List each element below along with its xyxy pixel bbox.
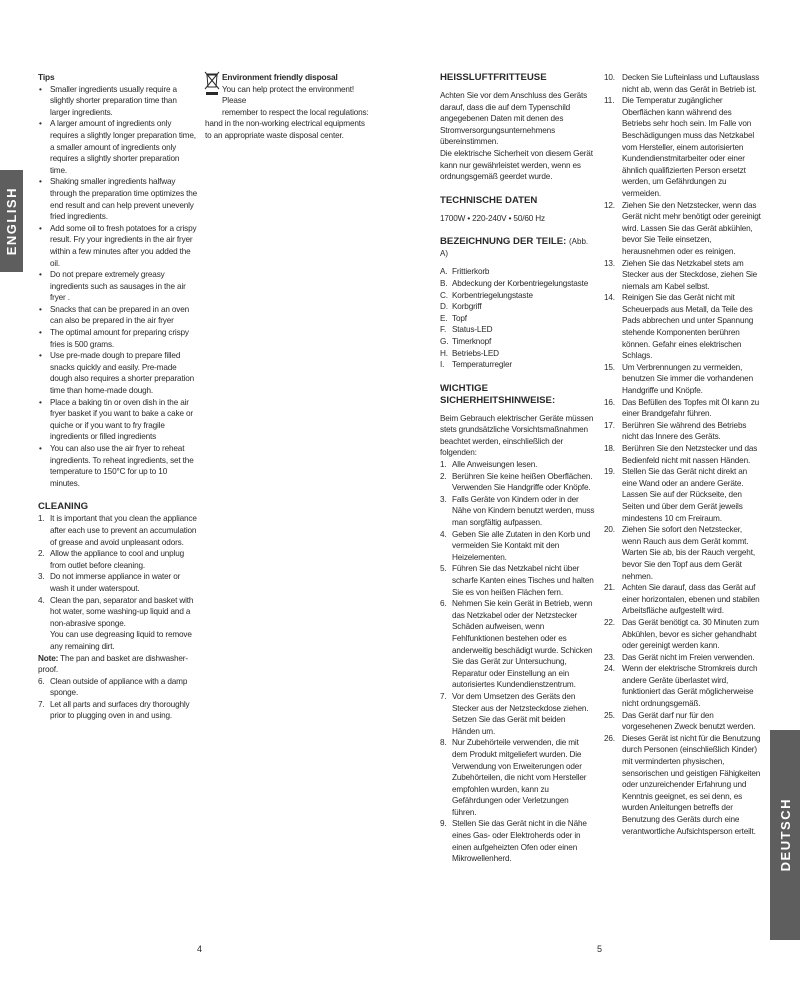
list-item: • Snacks that can be prepared in an oven can also be prepared in the air fryer — [38, 304, 198, 327]
cleaning-heading: CLEANING — [38, 501, 89, 513]
sicherheit-list-continued — [604, 72, 762, 837]
list-item: 4. Clean the pan, separator and basket with hot water, some washing-up liquid and a non-abrasive sponge. — [38, 595, 194, 628]
list-item: 24. Wenn der elektrische Stromkreis durch andere Geräte überlastet wird, funktioniert das Gerät möglicherweise nicht ordnungsgemäß. — [604, 664, 758, 709]
list-item: • Shaking smaller ingredients halfway through the preparation time optimizes the end result and can help prevent unevenly fried ingredients. — [38, 176, 198, 222]
list-item: 2. Berühren Sie keine heißen Oberflächen. Verwenden Sie Handgriffe oder Knöpfe. — [440, 471, 593, 493]
list-item: E. Topf — [440, 313, 467, 323]
heissluft-paragraph-1: Achten Sie vor dem Anschluss des Geräts darauf, dass die auf dem Typenschild angegebenen Daten mit denen des Stromversorgungsunternehmens übereinstimmen. — [440, 91, 588, 147]
cleaning-list-continued — [38, 676, 198, 722]
list-item: 6. Nehmen Sie kein Gerät in Betrieb, wenn das Netzkabel oder der Netzstecker Schäden aufweisen, wenn Fehlfunktionen bestehen oder es anderweitig beschädigt wurde. Schicken Sie das Gerät zur Untersuchung, Reparatur oder Einstellung an ein autorisiertes Kundendienstzentrum. — [440, 599, 593, 690]
teile-heading: BEZEICHNUNG DER TEILE: (Abb. A) — [440, 236, 589, 259]
list-item: • A larger amount of ingredients only requires a slightly longer preparation time, a smaller amount of ingredients only requires a slightly shorter preparation time. — [38, 118, 198, 176]
heissluft-paragraph-2: Die elektrische Sicherheit von diesem Gerät kann nur gewährleistet werden, wenn es ordnungsgemäß geerdet wurde. — [440, 148, 593, 182]
list-item: 22. Das Gerät benötigt ca. 30 Minuten zum Abkühlen, bevor es sicher gehandhabt oder gereinigt werden kann. — [604, 617, 759, 651]
list-item: • Smaller ingredients usually require a slightly shorter preparation time than larger ingredients. — [38, 84, 198, 119]
list-item: 2. Allow the appliance to cool and unplug from outlet before cleaning. — [38, 549, 185, 570]
list-item: • Do not prepare extremely greasy ingredients such as sausages in the air fryer . — [38, 269, 198, 304]
environment-line-2: remember to respect the local regulations: — [222, 107, 369, 117]
list-item: 9. Stellen Sie das Gerät nicht in die Nähe eines Gas- oder Elektroherds oder in einen aufgeheizten Ofen oder einen Mikrowellenherd. — [440, 819, 587, 864]
list-item: 25. Das Gerät darf nur für den vorgesehenen Zweck benutzt werden. — [604, 710, 756, 732]
list-item: 3. Do not immerse appliance in water or wash it under waterspout. — [38, 572, 181, 593]
technische-value: 1700W • 220-240V • 50/60 Hz — [440, 213, 546, 223]
list-item: 5. Führen Sie das Netzkabel nicht über scharfe Kanten eines Tisches und halten Sie es von heißen Flächen fern. — [440, 564, 594, 597]
list-item: 1. It is important that you clean the appliance after each use to prevent an accumulation of grease and avoid unpleasant odors. — [38, 514, 197, 547]
cleaning-note: Note: The pan and basket are dishwasher-proof. — [38, 653, 188, 675]
page-number-right: 5 — [597, 944, 603, 954]
list-item: 21. Achten Sie darauf, dass das Gerät auf einer horizontalen, ebenen und stabilen Arbeitsfläche aufgestellt wird. — [604, 583, 760, 616]
list-item: 15. Um Verbrennungen zu vermeiden, benutzen Sie immer die vorhandenen Handgriffe und Knöpfe. — [604, 362, 753, 396]
column-german-2 — [604, 72, 762, 837]
list-item: 19. Stellen Sie das Gerät nicht direkt an eine Wand oder an andere Geräte. Lassen Sie auf der Rückseite, den Seiten und über dem Gerät jeweils mindestens 10 cm Freiraum. — [604, 467, 748, 523]
list-item: 26. Dieses Gerät ist nicht für die Benutzung durch Personen (einschließlich Kinder) mit verminderten physischen, sensorischen und geistigen Fähigkeiten oder unzureichender Erfahrung und Kenntnis geeignet, es sei denn, es wurden Anleitungen betreffs der Benutzung des Geräts durch eine verantwortliche Aufsichtsperson erteilt. — [604, 733, 761, 836]
list-item: H. Betriebs-LED — [440, 348, 499, 358]
environment-line-1: You can help protect the environment! Please — [222, 84, 355, 106]
list-item: • Place a baking tin or oven dish in the air fryer basket if you want to bake a cake or quiche or if you want to fry fragile ingredients or filled ingredients — [38, 397, 198, 443]
cleaning-extra: You can use degreasing liquid to remove any remaining dirt. — [50, 630, 192, 651]
column-tips-cleaning — [38, 72, 198, 722]
technische-heading: TECHNISCHE DATEN — [440, 194, 538, 206]
cleaning-list — [38, 513, 198, 629]
list-item: 10. Decken Sie Lufteinlass und Luftauslass nicht ab, wenn das Gerät in Betrieb ist. — [604, 73, 760, 94]
language-tab-deutsch: DEUTSCH — [770, 730, 800, 940]
list-item: 12. Ziehen Sie den Netzstecker, wenn das Gerät nicht mehr benötigt oder gereinigt wird. Lassen Sie das Gerät abkühlen, bevor Sie Teile einsetzen, herausnehmen oder es reinigen. — [604, 200, 761, 256]
list-item: C. Korbentriegelungstaste — [440, 290, 533, 300]
list-item: • Add some oil to fresh potatoes for a crispy result. Fry your ingredients in the air fryer within a few minutes after you added the oil. — [38, 223, 198, 269]
list-item: 23. Das Gerät nicht im Freien verwenden. — [604, 652, 755, 662]
list-item: • The optimal amount for preparing crispy fries is 500 grams. — [38, 327, 198, 350]
list-item: 18. Berühren Sie den Netzstecker und das Bedienfeld nicht mit nassen Händen. — [604, 444, 758, 465]
tips-heading: Tips — [38, 72, 55, 82]
environment-heading: Environment friendly disposal — [222, 72, 338, 82]
list-item: B. Abdeckung der Korbentriegelungstaste — [440, 278, 589, 288]
list-item: 20. Ziehen Sie sofort den Netzstecker, wenn Rauch aus dem Gerät kommt. Warten Sie ab, bis der Rauch vergeht, bevor Sie den Topf aus dem Gerät nehmen. — [604, 525, 755, 581]
list-item: F. Status-LED — [440, 325, 493, 335]
list-item: 7. Let all parts and surfaces dry thoroughly prior to plugging oven in and using. — [38, 699, 190, 721]
list-item: 1. Alle Anweisungen lesen. — [440, 460, 538, 470]
column-environment — [205, 72, 370, 142]
page-number-left: 4 — [197, 944, 203, 954]
list-item: 11. Die Temperatur zugänglicher Oberflächen kann während des Betriebs sehr hoch sein. Im Falle von Beschädigungen muss das Netzkabel vom Hersteller, einem autorisierten Kundendienstmitarbeiter oder einer ähnlich qualifizierten Person ersetzt werden, um Gefährdungen zu vermeiden. — [604, 96, 755, 198]
teile-list — [440, 266, 595, 370]
environment-line-3: hand in the non-working electrical equipments to an appropriate waste disposal center. — [205, 119, 365, 140]
list-item: D. Korbgriff — [440, 302, 482, 312]
list-item: 8. Nur Zubehörteile verwenden, die mit dem Produkt mitgeliefert wurden. Die Verwendung von Erweiterungen oder Zubehörteilen, die nicht vom Hersteller empfohlen wurden, kann zu Gefährdungen oder Verletzungen führen. — [440, 738, 587, 817]
sicherheit-list — [440, 459, 595, 865]
list-item: A. Frittierkorb — [440, 267, 490, 277]
list-item: • Use pre-made dough to prepare filled snacks quickly and easily. Pre-made dough also requires a shorter preparation time than home-made dough. — [38, 350, 198, 396]
list-item: 14. Reinigen Sie das Gerät nicht mit Scheuerpads aus Metall, da Teile des Pads abbrechen und unter Spannung stehende Komponenten berühren können. Gefahr eines elektrischen Schlags. — [604, 293, 754, 361]
list-item: 3. Falls Geräte von Kindern oder in der Nähe von Kindern benutzt werden, muss man sorgfältig aufpassen. — [440, 494, 595, 528]
sicherheit-heading: WICHTIGE SICHERHEITSHINWEISE: — [440, 382, 556, 406]
tips-list — [38, 84, 198, 490]
list-item: G. Timerknopf — [440, 336, 492, 346]
sicherheit-intro: Beim Gebrauch elektrischer Geräte müssen stets grundsätzliche Vorsichtsmaßnahmen beachtet werden, einschließlich der folgenden: — [440, 413, 594, 458]
list-item: 6. Clean outside of appliance with a damp sponge. — [38, 676, 188, 698]
language-tab-english: ENGLISH — [0, 170, 23, 272]
list-item: 17. Berühren Sie während des Betriebs nicht das Innere des Geräts. — [604, 420, 747, 442]
list-item: 4. Geben Sie alle Zutaten in den Korb und vermeiden Sie Kontakt mit den Heizelementen. — [440, 529, 591, 562]
list-item: 13. Ziehen Sie das Netzkabel stets am Stecker aus der Steckdose, ziehen Sie niemals am Kabel selbst. — [604, 258, 758, 291]
list-item: • You can also use the air fryer to reheat ingredients. To reheat ingredients, set the temperature to 150°C for up to 10 minutes. — [38, 443, 198, 489]
column-german-1 — [440, 72, 595, 865]
heissluft-heading: HEISSLUFTFRITTEUSE — [440, 72, 547, 83]
list-item: I. Temperaturregler — [440, 360, 512, 370]
list-item: 7. Vor dem Umsetzen des Geräts den Stecker aus der Netzsteckdose ziehen. Setzen Sie das Gerät mit beiden Händen um. — [440, 691, 589, 736]
list-item: 16. Das Befüllen des Topfes mit Öl kann zu einer Brandgefahr führen. — [604, 397, 760, 419]
